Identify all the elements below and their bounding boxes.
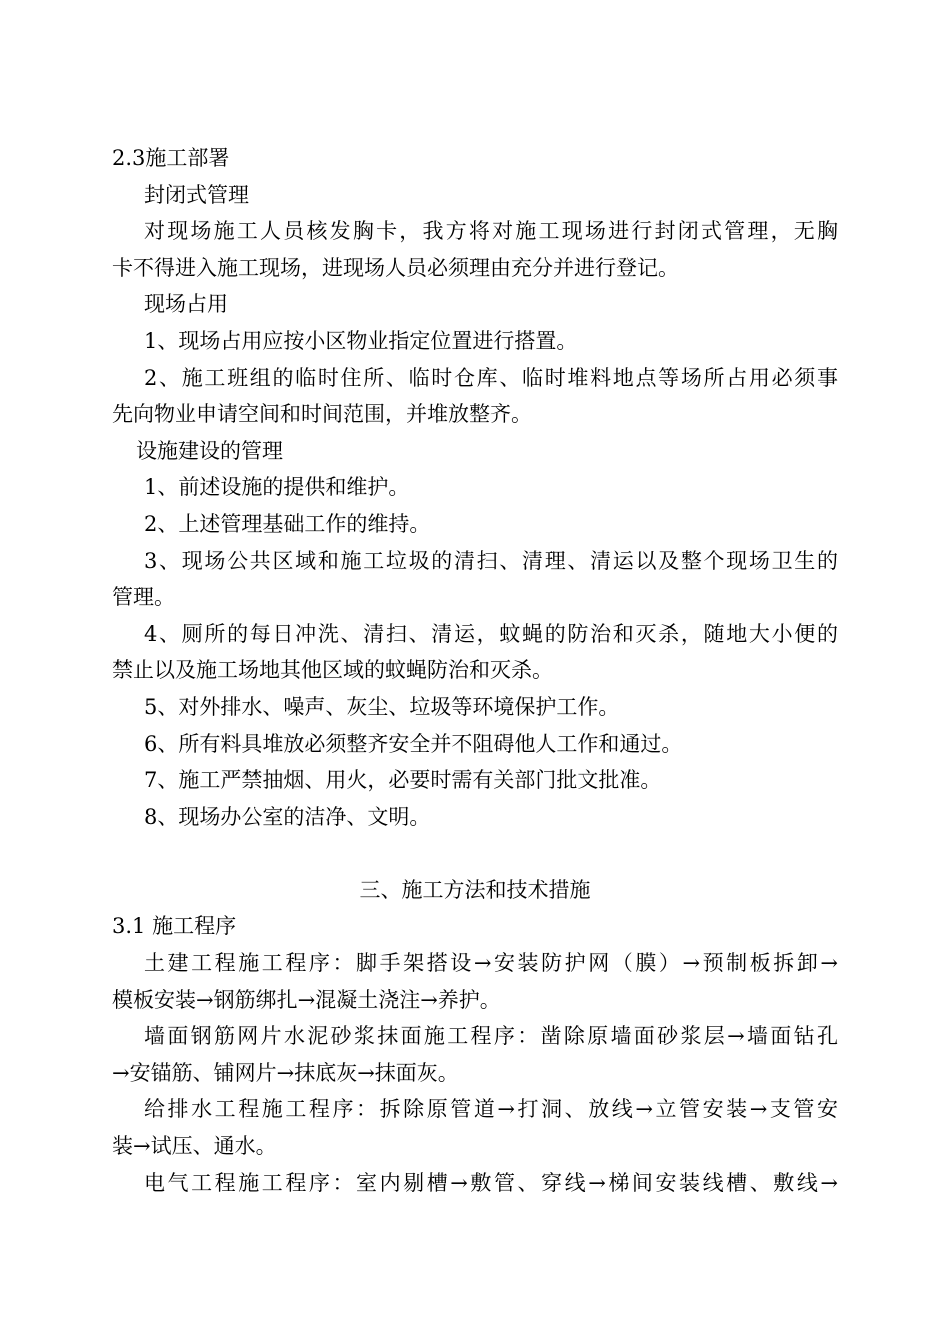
list-item: 7、施工严禁抽烟、用火，必要时需有关部门批文批准。 (144, 768, 662, 793)
paragraph-line: 给排水工程施工程序：拆除原管道→打洞、放线→立管安装→支管安 (144, 1097, 838, 1122)
paragraph-line: 装→试压、通水。 (112, 1134, 277, 1159)
list-item: 8、现场办公室的洁净、文明。 (144, 804, 431, 829)
list-item: 1、现场占用应按小区物业指定位置进行搭置。 (144, 328, 578, 353)
paragraph-line: 对现场施工人员核发胸卡，我方将对施工现场进行封闭式管理，无胸 (144, 219, 838, 244)
chapter-title: 三、施工方法和技术措施 (359, 877, 591, 902)
list-item: 2、施工班组的临时住所、临时仓库、临时堆料地点等场所占用必须事 (144, 365, 838, 390)
section-heading-2-3: 2.3施工部署 (112, 146, 230, 170)
list-item: 2、上述管理基础工作的维持。 (144, 511, 431, 536)
paragraph-line: 电气工程施工程序：室内剔槽→敷管、穿线→梯间安装线槽、敷线→ (144, 1170, 838, 1195)
paragraph-line: →安锚筋、铺网片→抹底灰→抹面灰。 (112, 1060, 459, 1085)
paragraph-line: 墙面钢筋网片水泥砂浆抹面施工程序：凿除原墙面砂浆层→墙面钻孔 (144, 1024, 838, 1049)
paragraph-line: 先向物业申请空间和时间范围，并堆放整齐。 (112, 402, 532, 427)
subheading-site-use: 现场占用 (144, 292, 228, 317)
paragraph-line: 管理。 (112, 585, 175, 610)
list-item: 5、对外排水、噪声、灰尘、垃圾等环境保护工作。 (144, 694, 620, 719)
paragraph-line: 模板安装→钢筋绑扎→混凝土浇注→养护。 (112, 987, 501, 1012)
subheading-facility-management: 设施建设的管理 (136, 438, 283, 463)
list-item: 1、前述设施的提供和维护。 (144, 475, 410, 500)
list-item: 6、所有料具堆放必须整齐安全并不阻碍他人工作和通过。 (144, 731, 683, 756)
section-heading-3-1: 3.1 施工程序 (112, 914, 237, 939)
blank-line (112, 835, 838, 872)
paragraph-line: 卡不得进入施工现场，进现场人员必须理由充分并进行登记。 (112, 255, 679, 280)
list-item: 3、现场公共区域和施工垃圾的清扫、清理、清运以及整个现场卫生的 (144, 548, 838, 573)
subheading-closed-management: 封闭式管理 (144, 182, 249, 207)
list-item: 4、厕所的每日冲洗、清扫、清运，蚊蝇的防治和灭杀，随地大小便的 (144, 621, 838, 646)
paragraph-line: 土建工程施工程序：脚手架搭设→安装防护网（膜）→预制板拆卸→ (144, 951, 838, 976)
paragraph-line: 禁止以及施工场地其他区域的蚊蝇防治和灭杀。 (112, 658, 553, 683)
